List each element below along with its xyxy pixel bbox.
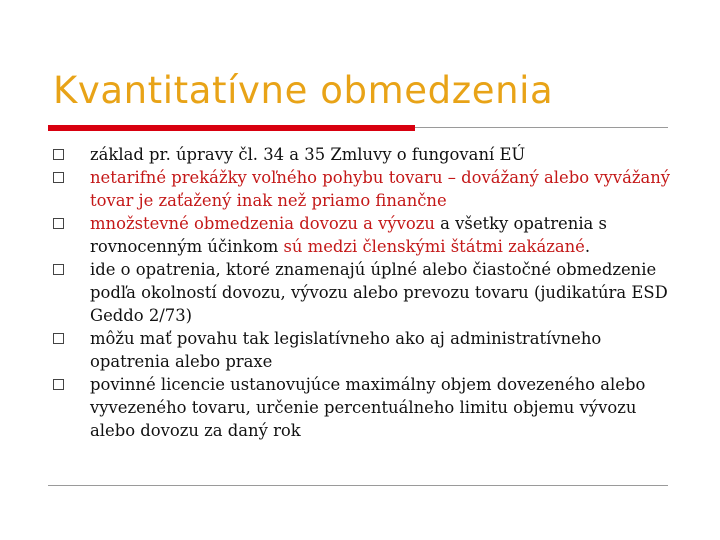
- bullet-text-segment: môžu mať povahu tak legislatívneho ako aj administratívneho opatrenia alebo praxe: [90, 329, 602, 371]
- bullet-item: [53, 212, 673, 258]
- bullet-item: [53, 143, 673, 166]
- bullet-text: [90, 329, 601, 371]
- bullet-text: [90, 145, 525, 164]
- square-bullet-icon: [53, 379, 64, 390]
- title-accent-rule: [48, 125, 415, 131]
- square-bullet-icon: [53, 172, 64, 183]
- bullet-text-segment: .: [584, 237, 591, 256]
- title-divider: [415, 127, 668, 128]
- bullet-text-segment: ide o opatrenia, ktoré znamenajú úplné alebo čiastočné obmedzenie podľa okolností dovozu, vývozu alebo prevozu tovaru (judikatúra ESD Geddo 2/73): [90, 260, 668, 325]
- square-bullet-icon: [53, 333, 64, 344]
- bullet-list: [53, 143, 673, 442]
- square-bullet-icon: [53, 149, 64, 160]
- bullet-text: [90, 375, 645, 440]
- footer-divider: [48, 485, 668, 486]
- bullet-item: [53, 166, 673, 212]
- bullet-item: [53, 258, 673, 327]
- square-bullet-icon: [53, 264, 64, 275]
- bullet-text-segment: sú medzi členskými štátmi zakázané: [283, 237, 585, 256]
- bullet-text: [90, 260, 668, 325]
- bullet-text: [90, 214, 607, 256]
- square-bullet-icon: [53, 218, 64, 229]
- bullet-text-segment: základ pr. úpravy čl. 34 a 35 Zmluvy o fungovaní EÚ: [90, 145, 526, 164]
- bullet-text: [90, 168, 670, 210]
- slide-title: Kvantitatívne obmedzenia: [53, 69, 554, 112]
- bullet-text-segment: množstevné obmedzenia dovozu a vývozu: [90, 214, 435, 233]
- bullet-text-segment: povinné licencie ustanovujúce maximálny objem dovezeného alebo vyvezeného tovaru, určenie percentuálneho limitu objemu vývozu alebo dovozu za daný rok: [90, 375, 646, 440]
- bullet-text-segment: netarifné prekážky voľného pohybu tovaru – dovážaný alebo vyvážaný tovar je zaťažený inak než priamo finančne: [90, 168, 671, 210]
- bullet-item: [53, 373, 673, 442]
- bullet-item: [53, 327, 673, 373]
- bullet-text-segment: a všetky opatrenia s rovnocenným účinkom: [90, 214, 607, 256]
